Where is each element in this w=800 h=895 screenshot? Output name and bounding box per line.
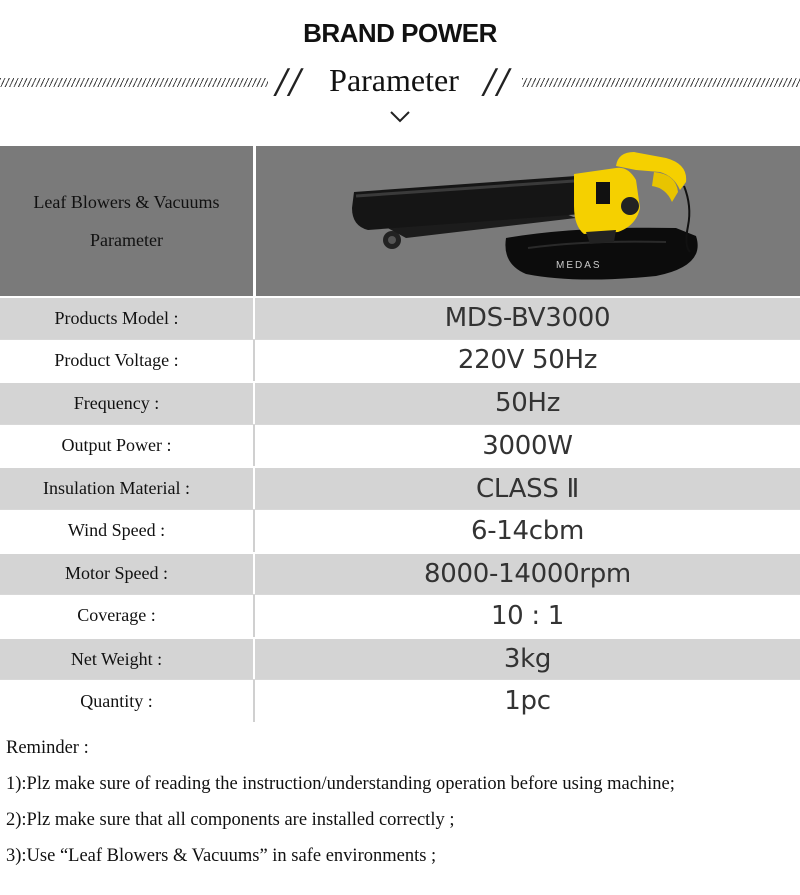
right-slashes: //	[484, 62, 511, 102]
product-brand-label: MEDAS	[556, 260, 602, 271]
left-slashes: //	[276, 62, 303, 102]
product-image	[256, 146, 800, 296]
chevron-down-icon	[388, 110, 412, 124]
param-value: 3000W	[482, 430, 573, 461]
param-label: Insulation Material :	[43, 478, 190, 499]
header-label-line1: Leaf Blowers & Vacuums	[33, 192, 220, 212]
table-row	[0, 296, 800, 339]
table-rows	[0, 296, 800, 722]
reminder-item-3: 3):Use “Leaf Blowers & Vacuums” in safe environments ;	[6, 846, 437, 866]
parameter-table	[0, 146, 800, 722]
param-label: Coverage :	[77, 605, 156, 626]
param-value: 8000-14000rpm	[424, 558, 631, 589]
reminder-item-1: 1):Plz make sure of reading the instruction/understanding operation before using machine;	[6, 774, 675, 794]
param-label: Net Weight :	[70, 648, 163, 669]
reminder-section	[6, 733, 796, 877]
table-row	[0, 424, 800, 467]
param-value: MDS-BV3000	[444, 303, 611, 334]
section-heading	[0, 60, 800, 104]
param-label: Products Model :	[54, 307, 179, 328]
table-row	[0, 679, 800, 722]
table-row	[0, 637, 800, 680]
param-value: 10 : 1	[490, 600, 565, 631]
reminder-title: Reminder :	[6, 738, 89, 758]
right-hatch-divider	[522, 78, 800, 87]
param-label: Quantity :	[80, 690, 153, 711]
brand-title: BRAND POWER	[303, 18, 497, 48]
table-header	[0, 146, 800, 296]
param-label: Motor Speed :	[65, 563, 168, 584]
table-row	[0, 466, 800, 509]
table-row	[0, 594, 800, 637]
reminder-item-2: 2):Plz make sure that all components are installed correctly ;	[6, 810, 455, 830]
param-label: Output Power :	[61, 435, 172, 456]
param-value: 220V 50Hz	[457, 345, 598, 376]
table-row	[0, 509, 800, 552]
header-label	[0, 146, 253, 296]
param-label: Product Voltage :	[54, 349, 179, 370]
param-value: 3kg	[503, 644, 552, 675]
param-label: Wind Speed :	[67, 520, 166, 541]
table-row	[0, 552, 800, 595]
param-value: 6-14cbm	[470, 515, 585, 546]
header-label-line2: Parameter	[90, 230, 163, 250]
param-value: CLASS Ⅱ	[476, 473, 579, 504]
table-row	[0, 381, 800, 424]
param-value: 50Hz	[494, 388, 561, 419]
table-row	[0, 339, 800, 382]
section-title: Parameter	[329, 62, 459, 98]
param-value: 1pc	[504, 686, 551, 717]
left-hatch-divider	[0, 78, 268, 87]
param-label: Frequency :	[73, 392, 160, 413]
